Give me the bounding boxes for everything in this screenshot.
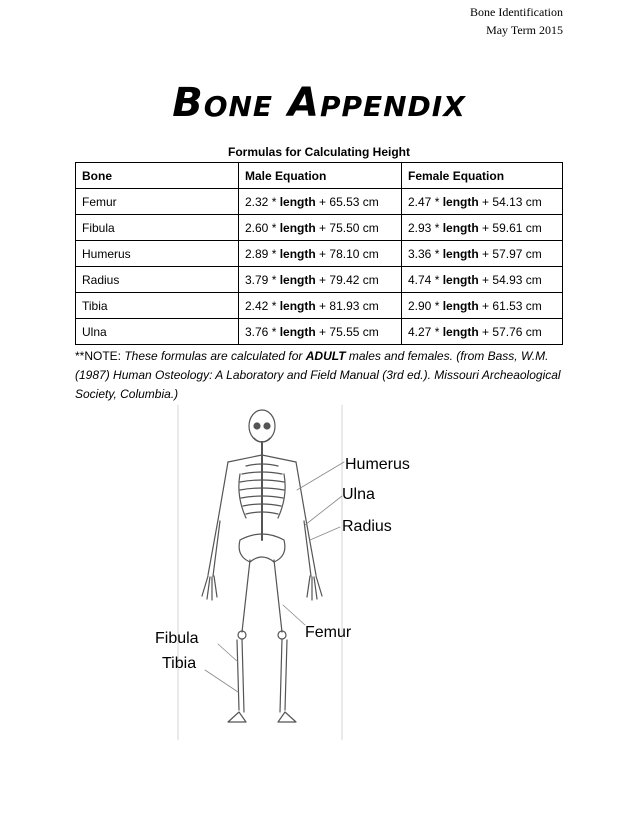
coefficient: 2.60 (245, 220, 269, 235)
constant: 78.10 (329, 246, 360, 261)
plus-operator: + (478, 246, 493, 261)
times-operator: * (431, 272, 443, 287)
label-femur: Femur (305, 624, 352, 641)
times-operator: * (431, 194, 443, 209)
table-row (76, 293, 563, 319)
times-operator: * (268, 220, 280, 235)
table-row (76, 241, 563, 267)
table-row (76, 215, 563, 241)
coefficient: 2.32 (245, 194, 269, 209)
label-ulna: Ulna (342, 486, 375, 503)
column-header-bone: Bone (76, 163, 239, 189)
plus-operator: + (315, 194, 330, 209)
coefficient: 2.42 (245, 298, 269, 313)
coefficient: 4.74 (408, 272, 432, 287)
constant: 79.42 (329, 272, 360, 287)
header-line-1: Bone Identification (470, 5, 563, 19)
female-equation-cell (402, 319, 563, 345)
female-equation-cell (402, 241, 563, 267)
unit-label: cm (359, 246, 379, 261)
plus-operator: + (315, 324, 330, 339)
length-variable: length (442, 324, 479, 339)
plus-operator: + (478, 272, 493, 287)
bone-name-cell: Femur (76, 189, 239, 215)
unit-label: cm (522, 246, 542, 261)
label-radius: Radius (342, 518, 392, 535)
length-variable: length (442, 194, 479, 209)
female-equation-cell (402, 189, 563, 215)
length-variable: length (279, 324, 316, 339)
bone-name-cell: Fibula (76, 215, 239, 241)
plus-operator: + (478, 298, 493, 313)
male-equation-cell (239, 293, 402, 319)
plus-operator: + (315, 272, 330, 287)
coefficient: 4.27 (408, 324, 432, 339)
male-equation-cell (239, 319, 402, 345)
skeleton-icon (150, 400, 410, 745)
label-fibula: Fibula (155, 630, 199, 647)
coefficient: 2.89 (245, 246, 269, 261)
length-variable: length (279, 220, 316, 235)
times-operator: * (268, 272, 280, 287)
unit-label: cm (359, 194, 379, 209)
constant: 61.53 (492, 298, 523, 313)
length-variable: length (442, 272, 479, 287)
constant: 75.55 (329, 324, 360, 339)
unit-label: cm (359, 272, 379, 287)
bone-name-cell: Humerus (76, 241, 239, 267)
length-variable: length (279, 246, 316, 261)
length-variable: length (442, 298, 479, 313)
constant: 54.13 (492, 194, 523, 209)
header-line-2: May Term 2015 (486, 23, 563, 37)
unit-label: cm (522, 272, 542, 287)
female-equation-cell (402, 215, 563, 241)
male-equation-cell (239, 215, 402, 241)
times-operator: * (268, 324, 280, 339)
female-equation-cell (402, 293, 563, 319)
unit-label: cm (359, 220, 379, 235)
unit-label: cm (522, 194, 542, 209)
length-variable: length (442, 220, 479, 235)
bone-name-cell: Tibia (76, 293, 239, 319)
plus-operator: + (478, 220, 493, 235)
coefficient: 3.76 (245, 324, 269, 339)
plus-operator: + (315, 220, 330, 235)
constant: 65.53 (329, 194, 360, 209)
coefficient: 2.93 (408, 220, 432, 235)
bone-name-cell: Ulna (76, 319, 239, 345)
note-text-2: males and females. (from Bass, W.M. (1987) Human Osteology: A Laboratory and Field Manual (3rd ed.). Missouri Archeaological Society, Columbia.) (75, 349, 561, 401)
unit-label: cm (522, 298, 542, 313)
times-operator: * (431, 324, 443, 339)
plus-operator: + (478, 324, 493, 339)
coefficient: 3.79 (245, 272, 269, 287)
column-header-female: Female Equation (402, 163, 563, 189)
female-equation-cell (402, 267, 563, 293)
unit-label: cm (522, 324, 542, 339)
constant: 57.76 (492, 324, 523, 339)
page-title: Bone Appendix (172, 80, 466, 126)
bone-name-cell: Radius (76, 267, 239, 293)
plus-operator: + (315, 246, 330, 261)
times-operator: * (431, 298, 443, 313)
times-operator: * (268, 298, 280, 313)
plus-operator: + (315, 298, 330, 313)
table-row (76, 189, 563, 215)
label-tibia: Tibia (162, 655, 197, 672)
unit-label: cm (522, 220, 542, 235)
times-operator: * (431, 220, 443, 235)
table-row (76, 319, 563, 345)
plus-operator: + (478, 194, 493, 209)
table-row (76, 267, 563, 293)
footnote (75, 347, 565, 404)
coefficient: 2.47 (408, 194, 432, 209)
coefficient: 2.90 (408, 298, 432, 313)
length-variable: length (279, 298, 316, 313)
length-variable: length (279, 194, 316, 209)
constant: 75.50 (329, 220, 360, 235)
coefficient: 3.36 (408, 246, 432, 261)
page-header (470, 3, 563, 39)
male-equation-cell (239, 267, 402, 293)
unit-label: cm (359, 324, 379, 339)
times-operator: * (268, 246, 280, 261)
table-header-row (76, 163, 563, 189)
length-variable: length (279, 272, 316, 287)
note-emphasis: ADULT (305, 349, 346, 363)
column-header-male: Male Equation (239, 163, 402, 189)
unit-label: cm (359, 298, 379, 313)
note-prefix: **NOTE: (75, 349, 125, 363)
label-humerus: Humerus (345, 456, 410, 473)
constant: 81.93 (329, 298, 360, 313)
male-equation-cell (239, 189, 402, 215)
constant: 57.97 (492, 246, 523, 261)
formula-table (75, 162, 563, 345)
note-text-1: These formulas are calculated for (124, 349, 306, 363)
length-variable: length (442, 246, 479, 261)
table-caption: Formulas for Calculating Height (227, 145, 410, 159)
male-equation-cell (239, 241, 402, 267)
constant: 59.61 (492, 220, 523, 235)
times-operator: * (431, 246, 443, 261)
constant: 54.93 (492, 272, 523, 287)
times-operator: * (268, 194, 280, 209)
